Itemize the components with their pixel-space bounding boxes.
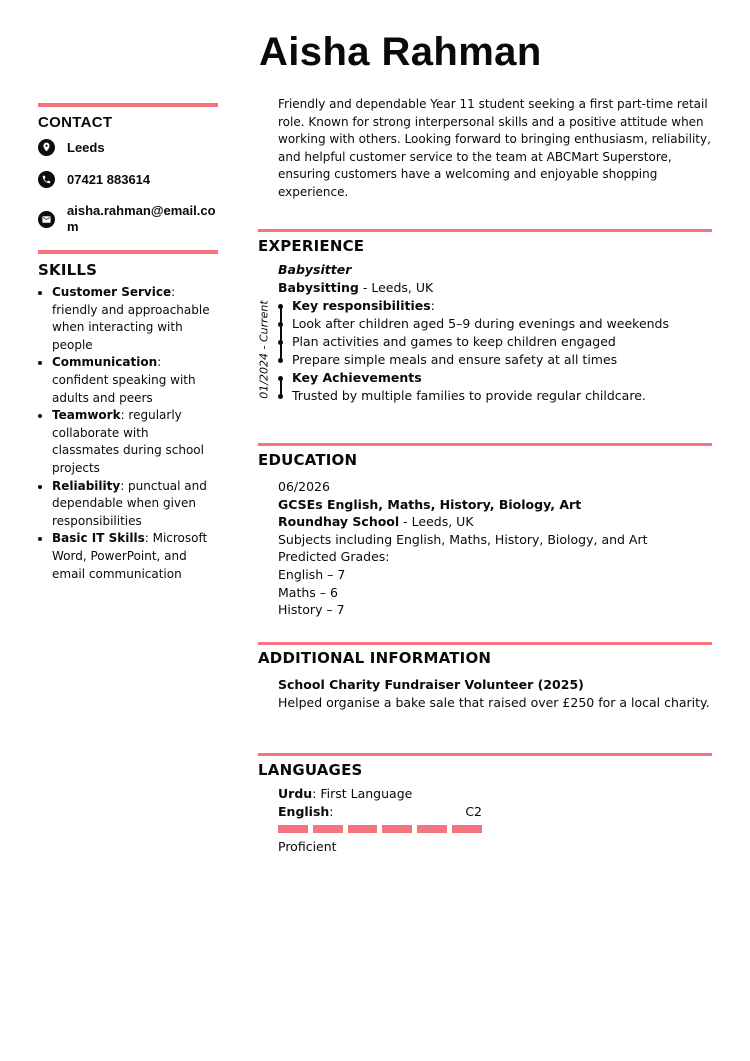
language-label: English: (278, 804, 334, 819)
skill-item: • Basic IT Skills: Microsoft Word, PowerPoint, and email communication (52, 530, 218, 583)
email-icon (38, 211, 55, 228)
languages-section (258, 761, 712, 856)
language-bar-segment (278, 825, 308, 833)
contact-email-value: aisha.rahman@email.com (67, 203, 216, 234)
skill-item: • Reliability: punctual and dependable when given responsibilities (52, 478, 218, 531)
timeline-item: Prepare simple meals and ensure safety at all times (278, 351, 712, 369)
education-school-line: Roundhay School - Leeds, UK (278, 514, 474, 530)
education-section (258, 451, 712, 619)
timeline-item: Trusted by multiple families to provide regular childcare. (278, 387, 712, 405)
education-detail: English – 7 (278, 566, 346, 582)
language-item-urdu: Urdu: First Language (278, 786, 413, 801)
education-heading: EDUCATION (258, 451, 358, 469)
sidebar-divider (38, 103, 218, 107)
skill-item: • Teamwork: regularly collaborate with classmates during school projects (52, 407, 218, 477)
language-bar-segment (313, 825, 343, 833)
timeline-dot (278, 358, 283, 363)
location-pin-icon (38, 139, 55, 156)
experience-section (258, 237, 712, 405)
contact-item-location (38, 139, 218, 156)
language-bar-segment (452, 825, 482, 833)
language-level: C2 (465, 804, 482, 819)
additional-info-heading: ADDITIONAL INFORMATION (258, 649, 492, 667)
languages-heading: LANGUAGES (258, 761, 363, 779)
education-detail: Subjects including English, Maths, History, Biology, and Art (278, 531, 648, 547)
contact-heading: CONTACT (38, 114, 113, 131)
section-divider (258, 642, 712, 645)
education-date: 06/2026 (278, 479, 330, 494)
language-bar-segment (417, 825, 447, 833)
timeline-item: Key Achievements (278, 369, 712, 387)
language-item-english (278, 803, 482, 821)
section-divider (258, 229, 712, 232)
summary-text: Friendly and dependable Year 11 student seeking a first part-time retail role. Known for strong interpersonal skills and a positive attitude when working with others. Looking forward to bringing enthusiasm, reliability, and helpful customer service to the team at ABCMart Superstore, ensuring customers have a welcoming and enjoyable shopping experience. (278, 97, 711, 199)
education-detail: Maths – 6 (278, 584, 338, 600)
education-detail: Predicted Grades: (278, 549, 390, 565)
additional-info-title: School Charity Fundraiser Volunteer (2025) (278, 677, 584, 692)
timeline-item: Plan activities and games to keep children engaged (278, 333, 712, 351)
skills-list (38, 284, 218, 583)
experience-timeline (278, 297, 712, 405)
additional-info-section (258, 649, 712, 712)
contact-item-phone (38, 171, 218, 188)
phone-icon (38, 171, 55, 188)
timeline-dot (278, 394, 283, 399)
additional-info-description: Helped organise a bake sale that raised over £250 for a local charity. (278, 695, 710, 710)
experience-heading: EXPERIENCE (258, 237, 365, 255)
section-divider (258, 443, 712, 446)
education-detail: History – 7 (278, 602, 345, 618)
contact-phone-value: 07421 883614 (67, 171, 151, 187)
employer-line: Babysitting - Leeds, UK (278, 280, 434, 295)
section-divider (258, 753, 712, 756)
sidebar (38, 103, 218, 583)
language-proficiency-bar (278, 825, 482, 833)
language-bar-segment (348, 825, 378, 833)
education-qualifications: GCSEs English, Maths, History, Biology, Art (278, 496, 582, 512)
sidebar-divider (38, 250, 218, 254)
timeline-item: Look after children aged 5–9 during evenings and weekends (278, 315, 712, 333)
timeline-item: Key responsibilities: (278, 297, 712, 315)
skills-heading: SKILLS (38, 261, 98, 279)
contact-item-email (38, 203, 218, 235)
contact-location-value: Leeds (67, 139, 105, 155)
language-bar-segment (382, 825, 412, 833)
skill-item: • Customer Service: friendly and approachable when interacting with people (52, 284, 218, 354)
job-title: Babysitter (278, 262, 352, 277)
skill-item: • Communication: confident speaking with adults and peers (52, 354, 218, 407)
contact-list (38, 139, 218, 235)
experience-date-range: 01/2024 - Current (257, 300, 271, 399)
page-title: Aisha Rahman (259, 30, 542, 74)
language-descriptor: Proficient (278, 839, 337, 854)
